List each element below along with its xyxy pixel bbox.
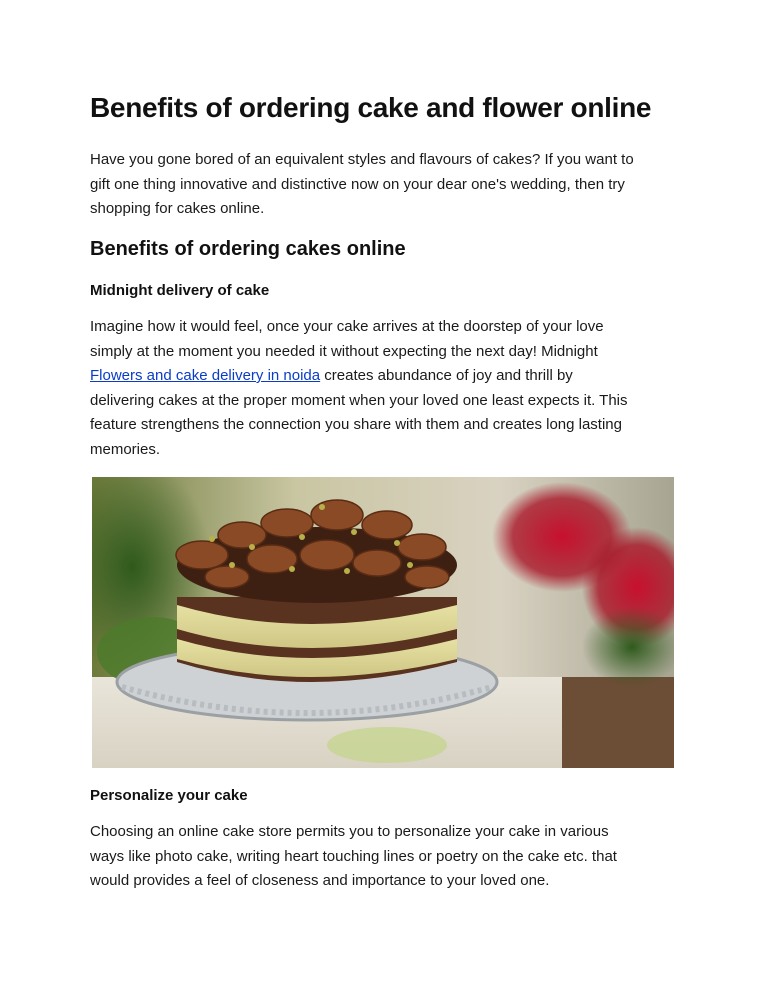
midnight-line-with-link	[90, 364, 690, 389]
photo-ribbon	[327, 727, 447, 763]
personalize-line: would provides a feel of closeness and importance to your loved one.	[90, 872, 550, 889]
midnight-line: Imagine how it would feel, once your cake arrives at the doorstep of your love	[90, 318, 604, 335]
page-title: Benefits of ordering cake and flower online	[90, 92, 652, 123]
personalize-line: ways like photo cake, writing heart touching lines or poetry on the cake etc. that	[90, 847, 617, 865]
intro-line: shopping for cakes online.	[90, 200, 265, 217]
midnight-line: simply at the moment you needed it without expecting the next day! Midnight	[90, 342, 598, 360]
personalize-line: Choosing an online cake store permits you to personalize your cake in various	[90, 823, 609, 840]
intro-paragraph	[90, 148, 690, 222]
cake-photo	[92, 477, 674, 768]
midnight-line: feature strengthens the connection you share with them and creates long lasting	[90, 416, 622, 433]
personalize-heading: Personalize your cake	[90, 787, 248, 804]
midnight-line-rest: creates abundance of joy and thrill by	[320, 367, 573, 384]
midnight-line: delivering cakes at the proper moment when your loved one least expects it. This	[90, 391, 628, 409]
midnight-line: memories.	[90, 440, 161, 458]
intro-line: Have you gone bored of an equivalent styles and flavours of cakes? If you want to	[90, 151, 634, 168]
photo-wood	[562, 677, 674, 768]
intro-line: gift one thing innovative and distinctive now on your dear one's wedding, then try	[90, 175, 625, 193]
section-heading: Benefits of ordering cakes online	[90, 238, 406, 260]
personalize-paragraph	[90, 820, 690, 894]
midnight-heading: Midnight delivery of cake	[90, 282, 270, 299]
midnight-paragraph	[90, 315, 690, 462]
delivery-noida-link[interactable]: Flowers and cake delivery in noida	[90, 367, 321, 384]
